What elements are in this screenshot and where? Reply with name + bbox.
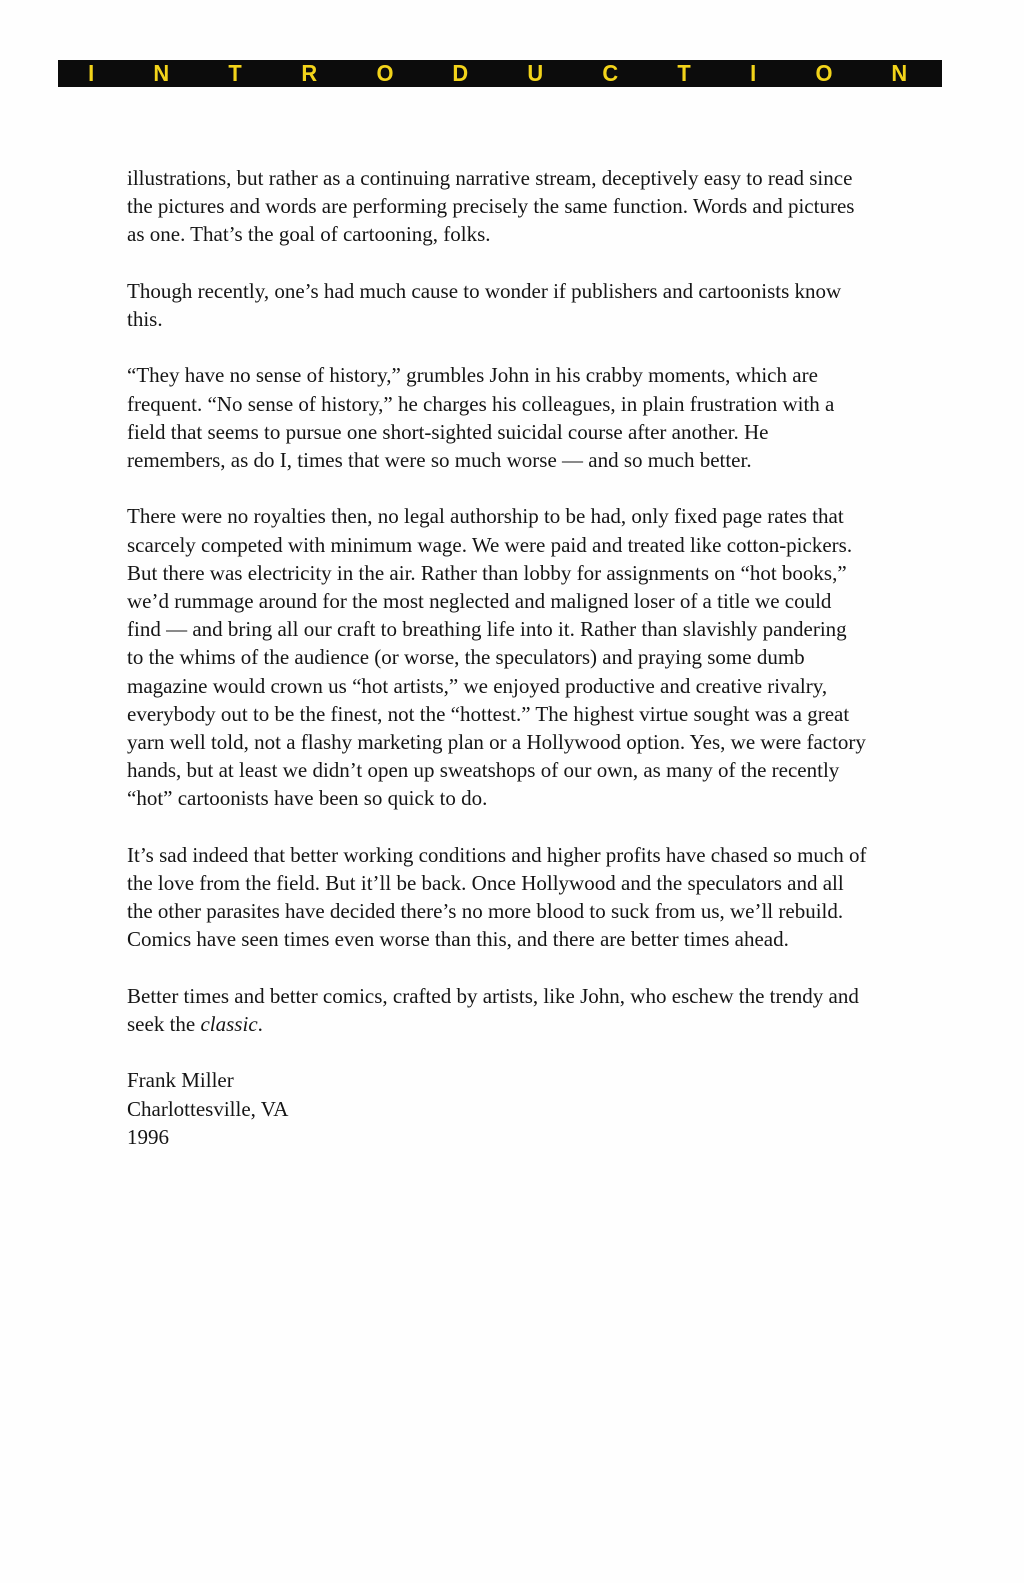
header-letter: D — [452, 60, 469, 86]
paragraph: There were no royalties then, no legal authorship to be had, only fixed page rates that scarcely competed with minimum wage. We were paid and treated like cotton-pickers. But there was electricity in the air. Rather than lobby for assignments on “hot books,” we’d rummage around for the most neglected and maligned loser of a title we could find — and bring all our craft to breathing life into it. Rather than slavishly pandering to the whims of the audience (or worse, the speculators) and praying some dumb magazine would crown us “hot artists,” we enjoyed productive and creative rivalry, everybody out to be the finest, not the “hottest.” The highest virtue sought was a great yarn well told, not a flashy marketing plan or a Hollywood option. Yes, we were factory hands, but at least we didn’t open up sweatshops of our own, as many of the recently “hot” cartoonists have been so quick to do. — [127, 504, 866, 811]
header-letter: N — [153, 60, 170, 86]
closing-emphasis: classic — [200, 1012, 258, 1037]
essay-body — [127, 164, 867, 1179]
header-letter: T — [677, 60, 692, 86]
header-letter: O — [815, 60, 833, 86]
header-letter: I — [88, 60, 95, 86]
author-name: Frank Miller — [127, 1068, 234, 1093]
header-letter: U — [527, 60, 544, 86]
closing-text: Better times and better comics, crafted by artists, like John, who eschew the trendy and seek the — [127, 983, 859, 1037]
closing-paragraph — [127, 982, 867, 1038]
header-letter: R — [300, 60, 317, 86]
paragraph: illustrations, but rather as a continuing narrative stream, deceptively easy to read since the pictures and words are performing precisely the same function. Words and pictures as one. That’s the goal of cartooning, folks. — [127, 166, 855, 247]
paragraph: Though recently, one’s had much cause to wonder if publishers and cartoonists know this. — [127, 278, 842, 331]
section-header-bar — [58, 60, 942, 87]
header-letter: N — [891, 60, 908, 86]
paragraph: It’s sad indeed that better working conditions and higher profits have chased so much of the love from the field. But it’ll be back. Once Hollywood and the speculators and all the other parasites have decided there’s no more blood to suck from us, we’ll rebuild. Comics have seen times even worse than this, and there are better times ahead. — [127, 842, 867, 952]
author-year: 1996 — [127, 1124, 169, 1149]
header-letter: C — [602, 60, 619, 86]
signature-block — [127, 1066, 867, 1151]
paragraph: “They have no sense of history,” grumbles John in his crabby moments, which are frequent. “No sense of history,” he charges his colleagues, in plain frustration with a field that seems to pursue one short-sighted suicidal course after another. He remembers, as do I, times that were so much worse — and so much better. — [127, 363, 835, 472]
header-letter: T — [228, 60, 242, 86]
header-letter: O — [376, 60, 394, 86]
header-letter: I — [750, 60, 757, 86]
closing-period: . — [257, 1012, 263, 1037]
author-location: Charlottesville, VA — [127, 1096, 289, 1121]
